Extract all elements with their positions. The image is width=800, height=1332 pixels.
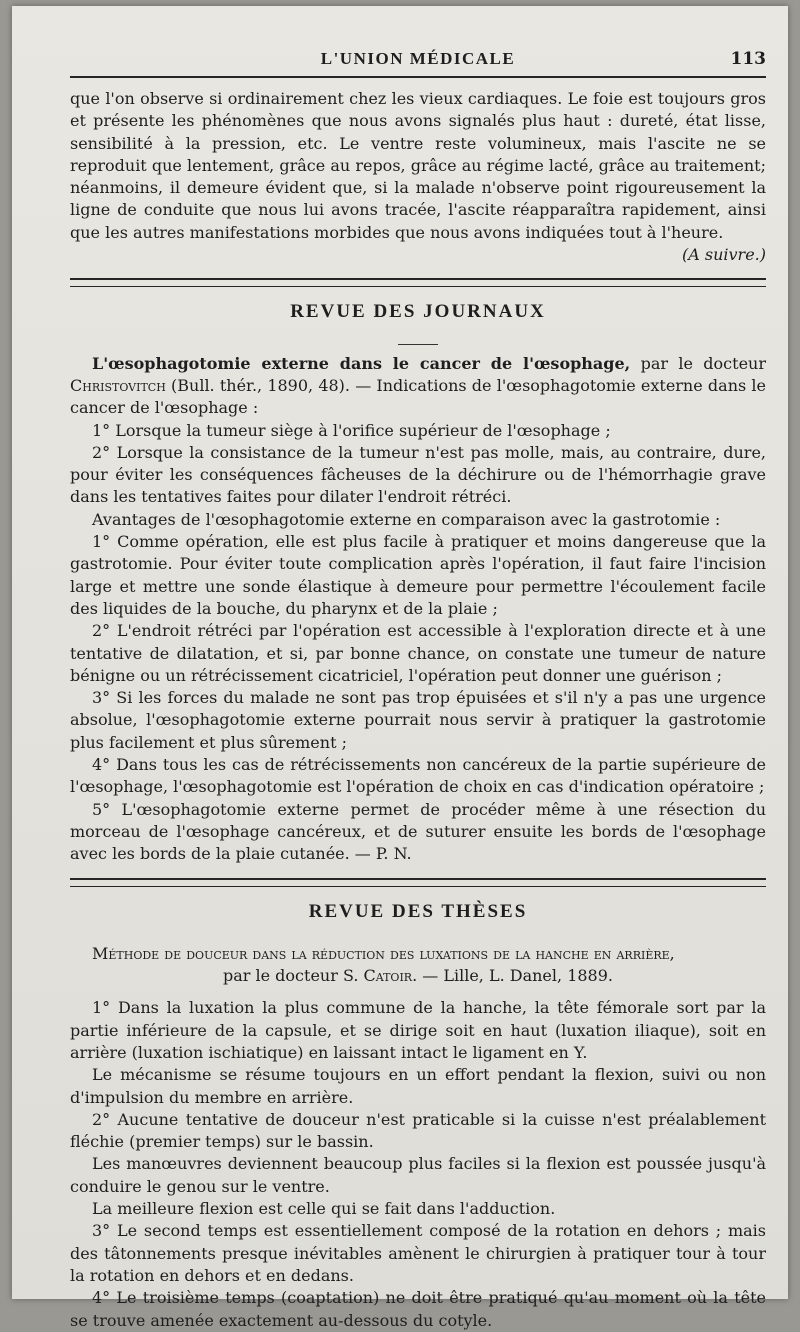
thesis-paragraph: La meilleure flexion est celle qui se fait dans l'adduction.: [92, 1199, 556, 1219]
thesis-byline: par le docteur S. Catoir. — Lille, L. Danel, 1889.: [222, 966, 613, 986]
running-head: [70, 44, 766, 74]
thesis-paragraph: Les manœuvres deviennent beaucoup plus faciles si la flexion est poussée jusqu'à conduire le genou sur le ventre.: [70, 1154, 766, 1196]
advantage-item: 2° L'endroit rétréci par l'opération est accessible à l'exploration directe et à une tentative de dilatation, et si, par bonne chance, on constate une tumeur de nature bénigne ou un rétrécissement cicatriciel, l'opération peut donner une guérison ;: [70, 621, 766, 685]
thesis-paragraph: 3° Le second temps est essentiellement composé de la rotation en dehors ; mais des tâtonnements presque inévitables amènent le chirurgien à pratiquer tour à tour la rotation en dehors et en dedans.: [70, 1221, 766, 1285]
section-rule-2: [70, 878, 766, 887]
header-rule: [70, 76, 766, 78]
section-rule-1: [70, 278, 766, 287]
thesis-paragraph: 2° Aucune tentative de douceur n'est praticable si la cuisse n'est préalablement fléchie (premier temps) sur le bassin.: [70, 1109, 766, 1152]
content-column: [70, 44, 766, 1332]
title-underline: [398, 344, 438, 345]
advantage-item: 4° Dans tous les cas de rétrécissements non cancéreux de la partie supérieure de l'œsophage, l'œsophagotomie est l'opération de choix en cas d'indication opératoire ;: [70, 755, 766, 797]
page: [12, 6, 788, 1330]
advantage-item: 1° Comme opération, elle est plus facile à pratiquer et moins dangereuse que la gastrotomie. Pour éviter toute complication après l'opération, il faut faire l'incision large et mettre une sonde élastique à demeure pour permettre l'écoulement facile des liquides de la bouche, du pharynx et de la plaie ;: [70, 532, 766, 618]
indication-item: 1° Lorsque la tumeur siège à l'orifice supérieur de l'œsophage ;: [92, 420, 611, 440]
thesis-paragraph: 1° Dans la luxation la plus commune de la hanche, la tête fémorale sort par la partie inférieure de la capsule, et se dirige soit en haut (luxation iliaque), soit en arrière (luxation ischiatique) en laissant intact le ligament en Y.: [70, 998, 766, 1062]
journal-title: L'UNION MÉDICALE: [320, 49, 516, 68]
to-follow: (A suivre.): [682, 245, 766, 265]
article-source: (Bull. thér., 1890, 48).: [171, 375, 351, 395]
section-title-journaux: REVUE DES JOURNAUX: [290, 301, 546, 323]
intro-paragraph: que l'on observe si ordinairement chez les vieux cardiaques. Le foie est toujours gros et présente les phénomènes que nous avons signalés plus haut : dureté, état lisse, sensibilité à la pression, etc. Le ventre reste volumineux, mais l'ascite ne se reproduit que lentement, grâce au repos, grâce au régime lacté, grâce au traitement; néanmoins, il demeure évident que, si la malade n'observe point rigoureusement la ligne de conduite que nous lui avons tracée, l'ascite réapparaîtra rapidement, ainsi que les autres manifestations morbides que nous avons indiquées tout à l'heure.: [70, 89, 766, 242]
advantages-intro: Avantages de l'œsophagotomie externe en comparaison avec la gastrotomie :: [92, 509, 721, 529]
thesis-paragraph: Le mécanisme se résume toujours en un effort pendant la flexion, suivi ou non d'impulsion du membre en arrière.: [70, 1065, 766, 1107]
indication-item: 2° Lorsque la consistance de la tumeur n'est pas molle, mais, au contraire, dure, pour éviter les conséquences fâcheuses de la déchirure ou de l'hémorrhagie grave dans les tentatives faites pour dilater l'endroit rétréci.: [70, 442, 766, 507]
advantage-item: 3° Si les forces du malade ne sont pas trop épuisées et s'il n'y a pas une urgence absolue, l'œsophagotomie externe pourrait nous servir à pratiquer la gastrotomie plus facilement et plus sûrement ;: [70, 688, 766, 752]
article-author: Christovitch: [70, 375, 166, 395]
advantage-item: 5° L'œsophagotomie externe permet de procéder même à une résection du morceau de l'œsophage cancéreux, et de suturer ensuite les bords de l'œsophage avec les bords de la plaie cutanée. — P. N.: [70, 799, 766, 864]
thesis-author: S. Catoir.: [342, 966, 418, 986]
article-lead: L'œsophagotomie externe dans le cancer de l'œsophage, par le docteur Christovitch (Bull. thér., 1890, 48). — Indications de l'œsophagotomie externe dans le cancer de l'œsophage :: [70, 353, 766, 418]
thesis-paragraph: 4° Le troisième temps (coaptation) ne doit être pratiqué qu'au moment où la tête se trouve amenée exactement au-dessous du cotyle.: [70, 1288, 766, 1330]
section-title-theses: REVUE DES THÈSES: [308, 900, 528, 922]
thesis-heading: Méthode de douceur dans la réduction des luxations de la hanche en arrière,: [92, 943, 675, 963]
article-title: L'œsophagotomie externe dans le cancer de l'œsophage,: [92, 353, 631, 373]
page-number: 113: [730, 49, 766, 69]
